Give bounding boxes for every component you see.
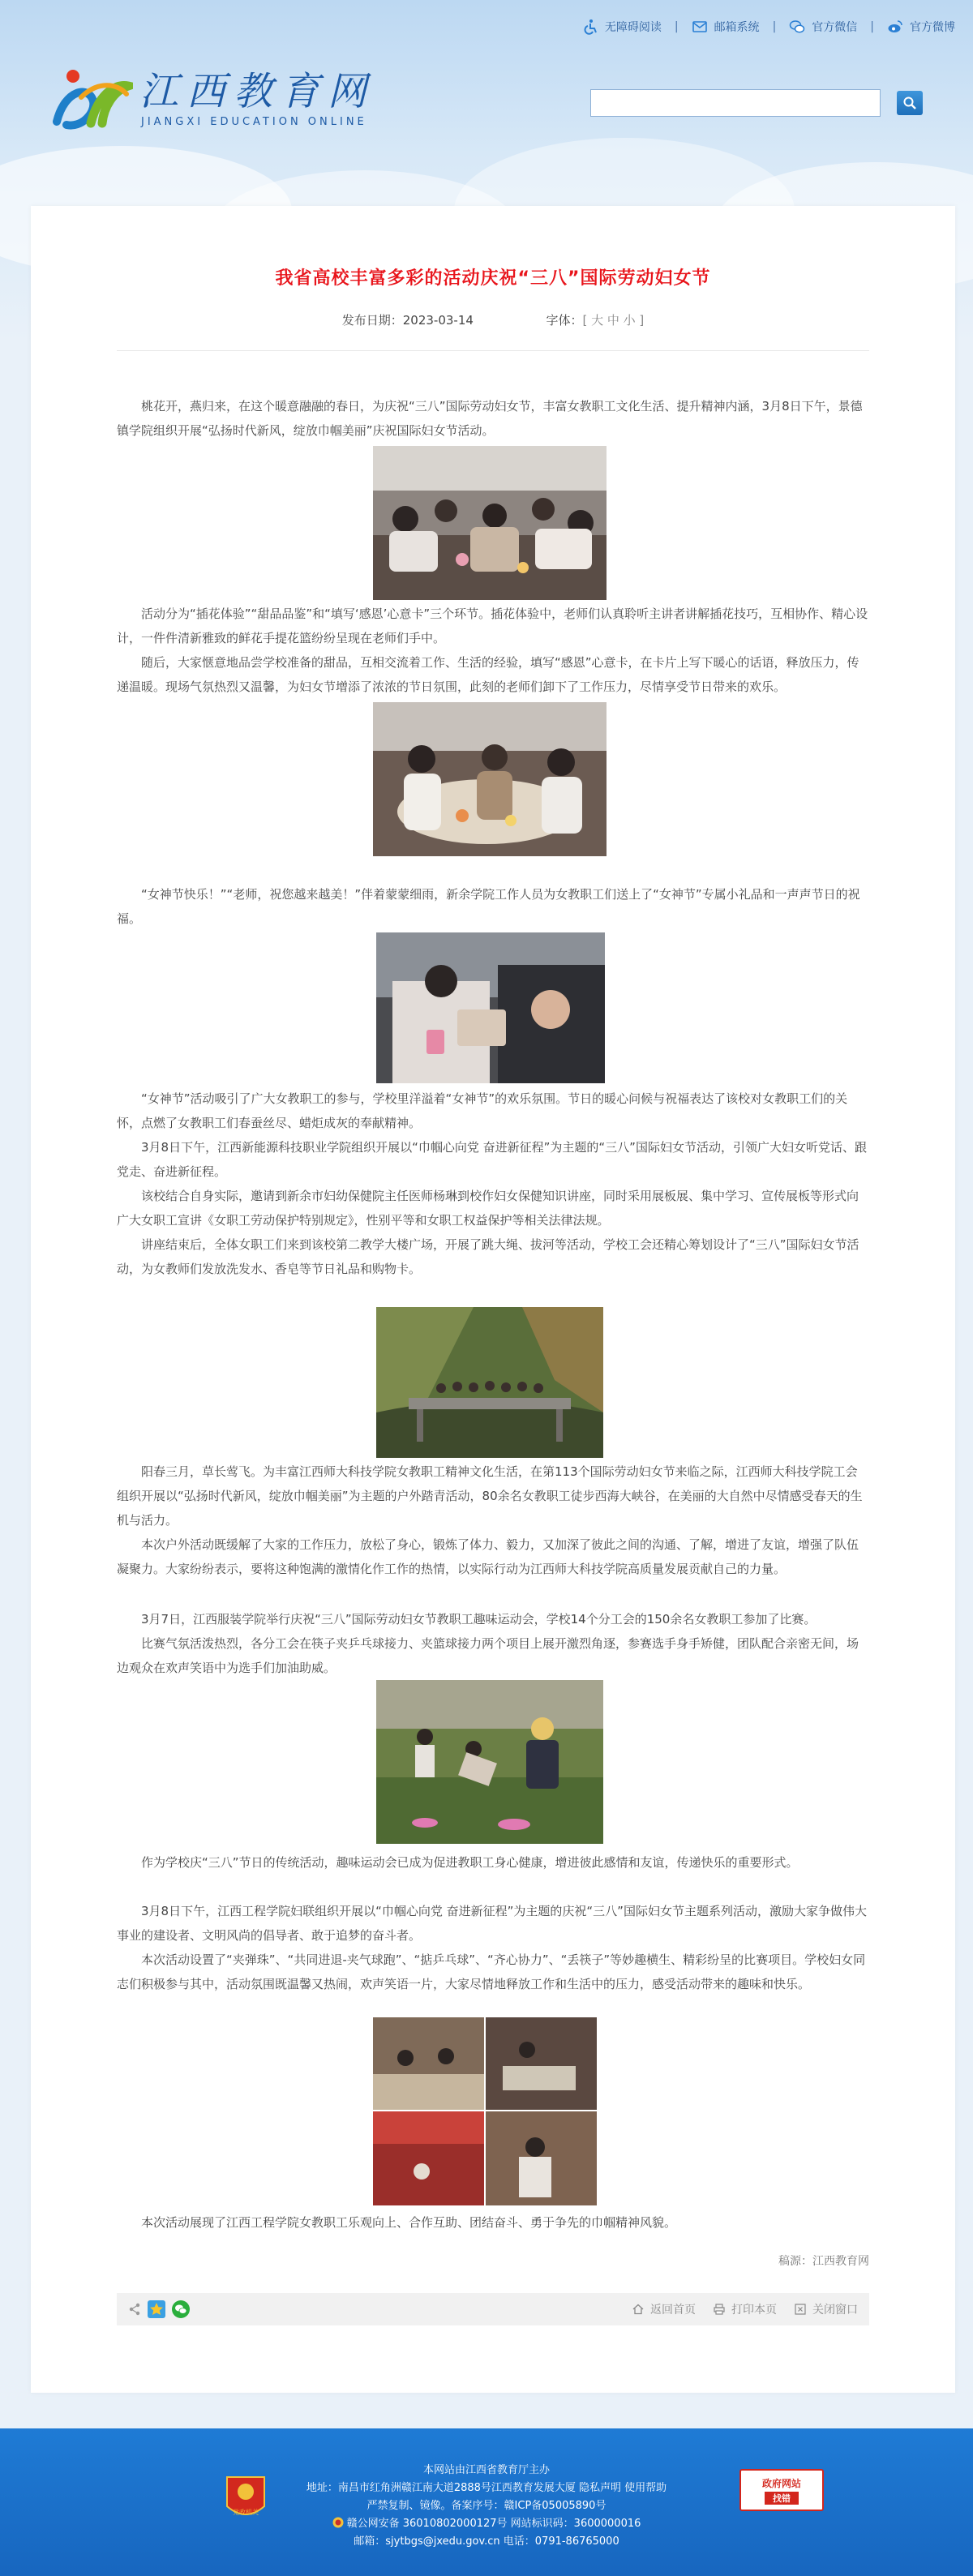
close-window-button[interactable]	[795, 2301, 858, 2317]
paragraph: 本次活动设置了“夹弹珠”、“共同进退-夹气球跑”、“掂乒乓球”、“齐心协力”、“丢筷子”等妙趣横生、精彩纷呈的比赛项目。学校妇女同志们积极参与其中，活动氛围既温馨又热闹，欢声笑语一片，大家尽情地释放工作和生活中的压力，感受活动带来的趣味和快乐。	[117, 1952, 866, 1991]
photo-fun-games	[376, 1680, 603, 1844]
police-badge-icon	[332, 2517, 344, 2528]
close-icon	[795, 2304, 806, 2315]
footer-police-record	[0, 2516, 973, 2532]
print-icon	[714, 2304, 725, 2315]
weibo-link[interactable]	[887, 19, 955, 35]
share-icon[interactable]	[128, 2303, 141, 2316]
photo-gift-giving	[376, 932, 605, 1083]
accessibility-link[interactable]	[582, 19, 662, 35]
site-footer	[0, 2428, 973, 2576]
wechat-share-icon[interactable]	[172, 2300, 190, 2318]
mail-icon	[692, 19, 708, 35]
home-label: 返回首页	[650, 2304, 696, 2317]
paragraph: 3月7日，江西服装学院举行庆祝“三八”国际劳动妇女节教职工趣味运动会，学校14个分工会的150余名女教职工参加了比赛。	[141, 1612, 817, 1627]
article-title: 我省高校丰富多彩的活动庆祝“三八”国际劳动妇女节	[275, 268, 711, 289]
paragraph: 桃花开，燕归来，在这个暖意融融的春日，为庆祝“三八”国际劳动妇女节，丰富女教职工文化生活、提升精神内涵，3月8日下午，景德镇学院组织开展“弘扬时代新风，绽放巾帼美丽”庆祝国际妇女节活动。	[117, 399, 863, 438]
paragraph: 讲座结束后，全体女职工们来到该校第二教学大楼广场，开展了跳大绳、拔河等活动，学校工会还精心筹划设计了“三八”国际妇女节活动，为女教师们发放洗发水、香皂等节日礼品和购物卡。	[117, 1237, 859, 1276]
photo-flower-arranging	[373, 446, 607, 600]
search-box	[590, 89, 923, 117]
share-group	[128, 2300, 190, 2318]
print-button[interactable]	[714, 2301, 777, 2317]
party-gov-emblem-icon	[224, 2474, 268, 2524]
paragraph: 阳春三月，草长莺飞。为丰富江西师大科技学院女教职工精神文化生活，在第113个国际劳动妇女节来临之际，江西师大科技学院工会组织开展以“弘扬时代新风，绽放巾帼美丽”为主题的户外踏青活动，80余名女教职工徒步西海大峡谷，在美丽的大自然中尽情感受春天的生机与活力。	[117, 1464, 863, 1528]
footer-contact: 邮箱：sjytbgs@jxedu.gov.cn 电话：0791-86765000	[354, 2535, 619, 2548]
divider: |	[674, 20, 679, 33]
article-card	[31, 206, 955, 2393]
logo-english-name: JIANGXI EDUCATION ONLINE	[141, 116, 367, 128]
article-toolbar	[117, 2293, 869, 2325]
paragraph: “女神节快乐！”“老师，祝您越来越美！”伴着蒙蒙细雨，新余学院工作人员为女教职工们送上了“女神节”专属小礼品和一声声节日的祝福。	[117, 887, 860, 926]
font-size-label: 字体：	[546, 313, 583, 328]
paragraph: 作为学校庆“三八”节日的传统活动，趣味运动会已成为促进教职工身心健康，增进彼此感情和友谊，传递快乐的重要形式。	[141, 1855, 799, 1870]
weibo-label: 官方微博	[910, 21, 955, 34]
top-links-bar	[582, 16, 955, 37]
paragraph: 3月8日下午，江西工程学院妇联组织开展以“巾帼心向党 奋进新征程”为主题的庆祝“三八”国际妇女节主题系列活动，激励大家争做伟大事业的建设者、文明风尚的倡导者、敢于追梦的奋斗者。	[117, 1904, 867, 1943]
weibo-icon	[887, 19, 903, 35]
find-error-button: 找错	[765, 2492, 799, 2505]
search-icon	[902, 96, 917, 110]
toolbar-actions	[632, 2301, 858, 2317]
paragraph: 本次户外活动既缓解了大家的工作压力，放松了身心，锻炼了体力、毅力，又加深了彼此之间的沟通、了解，增进了友谊，增强了队伍凝聚力。大家纷纷表示，要将这种饱满的激情化作工作的热情，以实际行动为江西师大科技学院高质量发展贡献自己的力量。	[117, 1537, 859, 1576]
search-input[interactable]	[590, 89, 881, 117]
qzone-icon[interactable]	[148, 2300, 165, 2318]
paragraph: 比赛气氛活泼热烈，各分工会在筷子夹乒乓球接力、夹篮球接力两个项目上展开激烈角逐，参赛选手身手矫健，团队配合亲密无间，场边观众在欢声笑语中为选手们加油助威。	[117, 1636, 859, 1675]
divider: |	[870, 20, 874, 33]
wechat-label: 官方微信	[812, 21, 858, 34]
site-logo[interactable]	[49, 65, 375, 138]
photo-collage	[373, 2017, 597, 2205]
home-button[interactable]	[632, 2301, 696, 2317]
photo-dessert-tasting	[373, 702, 607, 856]
close-label: 关闭窗口	[812, 2304, 858, 2317]
search-button[interactable]	[897, 91, 923, 115]
wechat-icon	[789, 19, 805, 35]
footer-copyright: 严禁复制、镜像。备案序号：赣ICP备05005890号	[366, 2500, 607, 2512]
police-record-text: 赣公网安备 36010802000127号 网站标识码：3600000016	[346, 2518, 641, 2530]
article-source: 稿源：江西教育网	[778, 2255, 869, 2268]
publish-date: 2023-03-14	[402, 313, 474, 328]
divider	[117, 350, 869, 351]
divider: |	[772, 20, 777, 33]
article-meta	[31, 311, 955, 328]
emblem-text: 党政机关	[233, 2509, 259, 2516]
paragraph: 活动分为“插花体验”“甜品品鉴”和“填写‘感恩’心意卡”三个环节。插花体验中，老师们认真聆听主讲者讲解插花技巧，互相协作、精心设计，一件件清新雅致的鲜花手提花篮纷纷呈现在老师们手中。	[117, 606, 868, 645]
font-size-switcher[interactable]: [ 大 中 小 ]	[582, 313, 645, 328]
accessibility-icon	[582, 19, 598, 35]
wechat-link[interactable]	[789, 19, 857, 35]
paragraph: 该校结合自身实际，邀请到新余市妇幼保健院主任医师杨琳到校作妇女保健知识讲座，同时采用展板展、集中学习、宣传展板等形式向广大女职工宣讲《女职工劳动保护特别规定》，性别平等和女职工权益保护等相关法律法规。	[117, 1189, 859, 1228]
footer-sponsor: 本网站由江西省教育厅主办	[422, 2464, 550, 2476]
gov-site-find-error[interactable]	[739, 2469, 824, 2511]
date-label: 发布日期：	[341, 313, 403, 328]
accessibility-label: 无障碍阅读	[604, 21, 662, 34]
paragraph: “女神节”活动吸引了广大女教职工的参与，学校里洋溢着“女神节”的欢乐氛围。节日的暖心问候与祝福表达了该校对女教职工们的关怀，点燃了女教职工们春蚕丝尽、蜡炬成灰的奉献精神。	[117, 1091, 848, 1130]
logo-emblem-icon	[49, 65, 133, 138]
find-error-title: 政府网站	[761, 2477, 801, 2489]
footer-address: 地址：南昌市红角洲赣江南大道2888号江西教育发展大厦 隐私声明 使用帮助	[306, 2482, 667, 2494]
mail-label: 邮箱系统	[714, 21, 760, 34]
gov-emblem[interactable]	[224, 2474, 268, 2524]
paragraph: 本次活动展现了江西工程学院女教职工乐观向上、合作互助、团结奋斗、勇于争先的巾帼精神风貌。	[141, 2215, 677, 2230]
paragraph: 随后，大家惬意地品尝学校准备的甜品，互相交流着工作、生活的经验，填写“感恩”心意卡，在卡片上写下暖心的话语，释放压力，传递温暖。现场气氛热烈又温馨，为妇女节增添了浓浓的节日氛围，此刻的老师们卸下了工作压力，尽情享受节日带来的欢乐。	[117, 655, 859, 694]
logo-chinese-name: 江西教育网	[139, 69, 375, 114]
home-icon	[632, 2304, 644, 2315]
print-label: 打印本页	[731, 2304, 777, 2317]
paragraph: 3月8日下午，江西新能源科技职业学院组织开展以“巾帼心向党 奋进新征程”为主题的“三八”国际妇女节活动，引领广大妇女听党话、跟党走、奋进新征程。	[117, 1140, 867, 1179]
photo-outdoor-hike	[376, 1307, 603, 1458]
mail-link[interactable]	[692, 19, 760, 35]
